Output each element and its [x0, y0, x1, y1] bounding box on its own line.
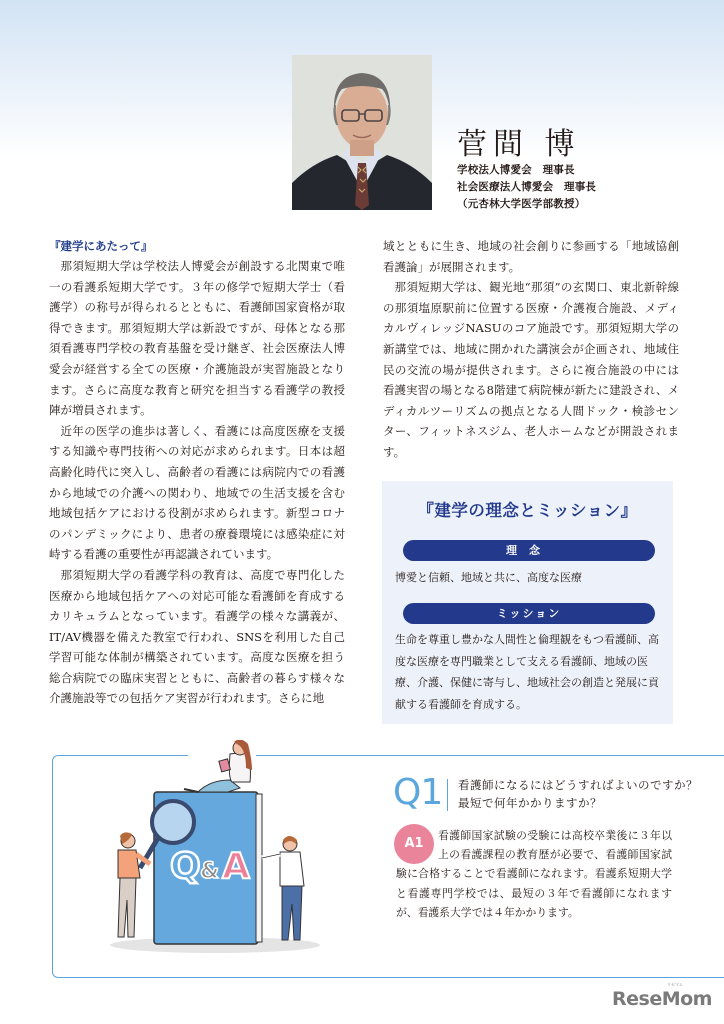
rinen-text: 博愛と信頼、地域と共に、高度な医療: [395, 571, 582, 584]
resemom-logo-ruby: リセマム: [667, 982, 683, 987]
person-name: 菅間 博: [457, 127, 581, 162]
answer-text-block: [396, 826, 672, 922]
person-role: （元杏林大学医学部教授）: [457, 198, 586, 210]
mission-label: ミッション: [403, 603, 655, 624]
article-paragraph: 那須短期大学は学校法人博愛会が創設する北関東で唯一の看護系短期大学です。３年の修学で短期大学士（看護学）の称号が得られるとともに、看護師国家資格が取得できます。那須短期大学は新設ですが、母体となる那須看護専門学校の教育基盤を受け継ぎ、社会医療法人博愛会が経営する全ての医療・介護施設が実習施設となります。さらに高度な教育と研究を担当する看護学の教授陣が増員されます。: [49, 259, 345, 418]
qa-q-letter: Q: [170, 846, 201, 887]
portrait-photo: [292, 55, 432, 210]
question-number: Q1: [393, 772, 443, 813]
answer-badge: A1: [394, 824, 434, 864]
person-role: 学校法人博愛会 理事長: [457, 164, 575, 176]
article-left-column: [49, 236, 345, 709]
svg-text:&: &: [200, 859, 220, 884]
article-right-column: [383, 236, 679, 463]
article-paragraph: 那須短期大学は、観光地“那須”の玄関口、東北新幹線の那須塩原駅前に位置する医療・介護複合施設、メディカルヴィレッジNASUのコア施設です。那須短期大学の新講堂では、地域に開かれた講演会が企画され、地域住民の交流の場が提供されます。さらに複合施設の中には看護実習の場となる8階建て病院棟が新たに建設され、メディカルツーリズムの拠点となる人間ドック・検診センター、フィットネスジム、老人ホームなどが開設されます。: [383, 280, 679, 459]
article-heading: 『建学にあたって』: [49, 239, 153, 253]
answer-badge-spacer: [396, 826, 438, 862]
article-paragraph: 域とともに生き、地域の社会創りに参画する「地域協創看護論」が展開されます。: [383, 239, 679, 274]
portrait-image: [292, 55, 432, 210]
question-text: 看護師になるにはどうすればよいのですか？ 最短で何年かかりますか？: [458, 778, 710, 810]
mission-box: [382, 481, 673, 724]
article-paragraph: 近年の医学の進歩は著しく、看護には高度医療を支援する知識や専門技術への対応が求められます。日本は超高齢化時代に突入し、高齢者の看護には病院内での看護から地域での介護への関わり、地域での生活支援を含む地域包括ケアにおける役割が求められます。新型コロナのパンデミックにより、患者の療養環境には感染症に対峙する看護の重要性が再認識されています。: [49, 423, 345, 562]
question-divider: [447, 779, 448, 811]
mission-box-title: 『建学の理念とミッション』: [417, 501, 638, 520]
answer-text: 看護師国家試験の受験には高校卒業後に３年以上の看護課程の教育歴が必要で、看護師国家試験に合格することで看護師になれます。看護系短期大学と看護専門学校では、最短の３年で看護師になれますが、看護系大学では４年かかります。: [396, 829, 672, 919]
article-paragraph: 那須短期大学の看護学科の教育は、高度で専門化した医療から地域包括ケアへの対応可能な看護師を育成するカリキュラムとなっています。看護学の様々な講義が、IT/AV機器を備えた教室で行われ、SNSを利用した自己学習可能な体制が構築されています。高度な医療を担う総合病院での臨床実習とともに、高齢者の暮らす様々な介護施設等での包括ケア実習が行われます。さらに地: [49, 567, 345, 706]
person-info: [457, 128, 596, 213]
qa-illustration: [100, 740, 330, 955]
rinen-label: 理念: [403, 540, 655, 561]
mission-text: 生命を尊重し豊かな人間性と倫理観をもつ看護師、高度な医療を専門職業として支える看護師、地域の医療、介護、保健に寄与し、地域社会の創造と発展に貢献する看護師を育成する。: [395, 633, 659, 711]
person-role: 社会医療法人博愛会 理事長: [457, 181, 597, 193]
resemom-logo: ReseMom: [612, 988, 712, 1010]
qa-book-illustration-icon: [100, 740, 330, 955]
svg-text:A: A: [222, 846, 250, 887]
